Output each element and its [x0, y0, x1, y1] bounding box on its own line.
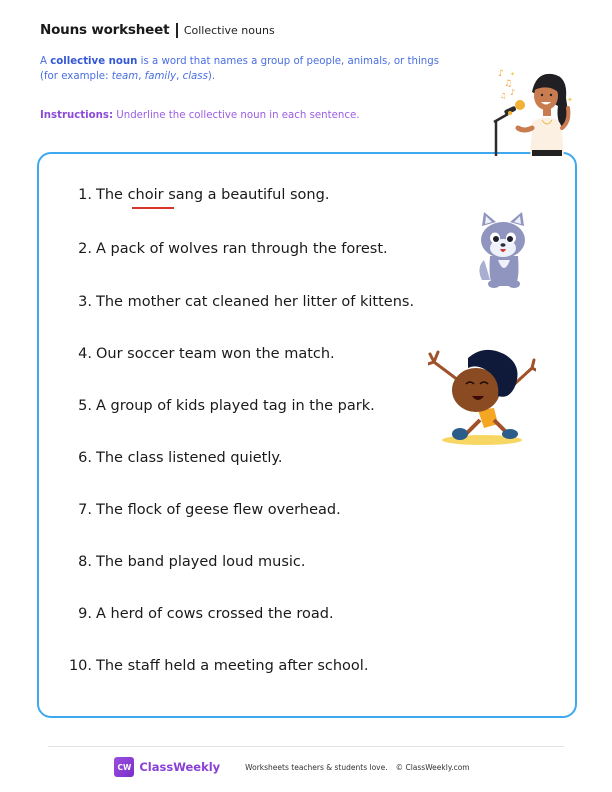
page-header [40, 22, 275, 38]
question-text[interactable]: A herd of cows crossed the road. [96, 606, 334, 622]
footer [0, 757, 612, 777]
question-text[interactable]: Our soccer team won the match. [96, 346, 335, 362]
question-item-3 [39, 294, 414, 310]
question-number: 9. [78, 606, 92, 622]
question-text[interactable]: A group of kids played tag in the park. [96, 398, 375, 414]
question-text[interactable] [96, 187, 329, 203]
question-text[interactable]: The staff held a meeting after school. [96, 658, 369, 674]
question-text[interactable]: The class listened quietly. [96, 450, 283, 466]
example-family: family [144, 71, 177, 82]
question-number: 6. [78, 450, 92, 466]
definition-term: collective noun [50, 56, 138, 67]
footer-divider [48, 746, 564, 747]
title-divider [176, 23, 178, 38]
question-number: 8. [78, 554, 92, 570]
answer-underline [132, 207, 174, 209]
question-number: 10. [68, 658, 92, 674]
classweekly-logo-icon: CW [114, 757, 134, 777]
question-item-8 [39, 554, 306, 570]
singer-illustration [480, 62, 580, 156]
instructions-label: Instructions: [40, 110, 114, 121]
definition-paragraph [40, 54, 450, 84]
question-item-10 [39, 658, 368, 674]
wolf-illustration [470, 210, 536, 290]
question-item-1 [39, 187, 329, 203]
page-title: Nouns worksheet [40, 22, 170, 38]
brand-name[interactable]: ClassWeekly [139, 760, 221, 774]
question-item-9 [39, 606, 334, 622]
question-text[interactable]: A pack of wolves ran through the forest. [96, 241, 388, 257]
question-sentence: The choir sang a beautiful song. [96, 187, 330, 203]
question-text[interactable]: The band played loud music. [96, 554, 306, 570]
svg-text:♫: ♫ [504, 79, 513, 89]
question-text[interactable]: The flock of geese flew overhead. [96, 502, 341, 518]
question-item-6 [39, 450, 283, 466]
instructions [40, 110, 359, 121]
svg-text:✦: ✦ [567, 96, 573, 104]
example-class: class [182, 71, 208, 82]
question-number: 5. [78, 398, 92, 414]
question-item-7 [39, 502, 341, 518]
svg-text:✦: ✦ [510, 71, 516, 78]
question-number: 2. [78, 241, 92, 257]
example-team: team [111, 71, 139, 82]
svg-text:♪: ♪ [498, 69, 504, 79]
question-number: 7. [78, 502, 92, 518]
svg-text:♪: ♪ [510, 88, 516, 97]
footer-copyright[interactable]: © ClassWeekly.com [395, 762, 470, 772]
example-separator: , [176, 71, 183, 82]
question-item-2 [39, 241, 388, 257]
question-number: 1. [78, 187, 92, 203]
instructions-text: Underline the collective noun in each sentence. [113, 110, 360, 121]
intro-suffix: ). [207, 71, 216, 82]
page-subtitle: Collective nouns [183, 23, 275, 37]
cheering-kid-illustration [428, 340, 536, 446]
intro-body: is a word that names a group of people, animals, or things (for example: [40, 56, 440, 82]
question-number: 4. [78, 346, 92, 362]
question-text[interactable]: The mother cat cleaned her litter of kittens. [96, 294, 415, 310]
question-item-5 [39, 398, 375, 414]
svg-text:♫: ♫ [500, 92, 507, 100]
example-separator: , [138, 71, 145, 82]
question-number: 3. [78, 294, 92, 310]
intro-prefix: A [40, 56, 51, 67]
footer-tagline: Worksheets teachers & students love. [245, 762, 388, 772]
question-item-4 [39, 346, 335, 362]
